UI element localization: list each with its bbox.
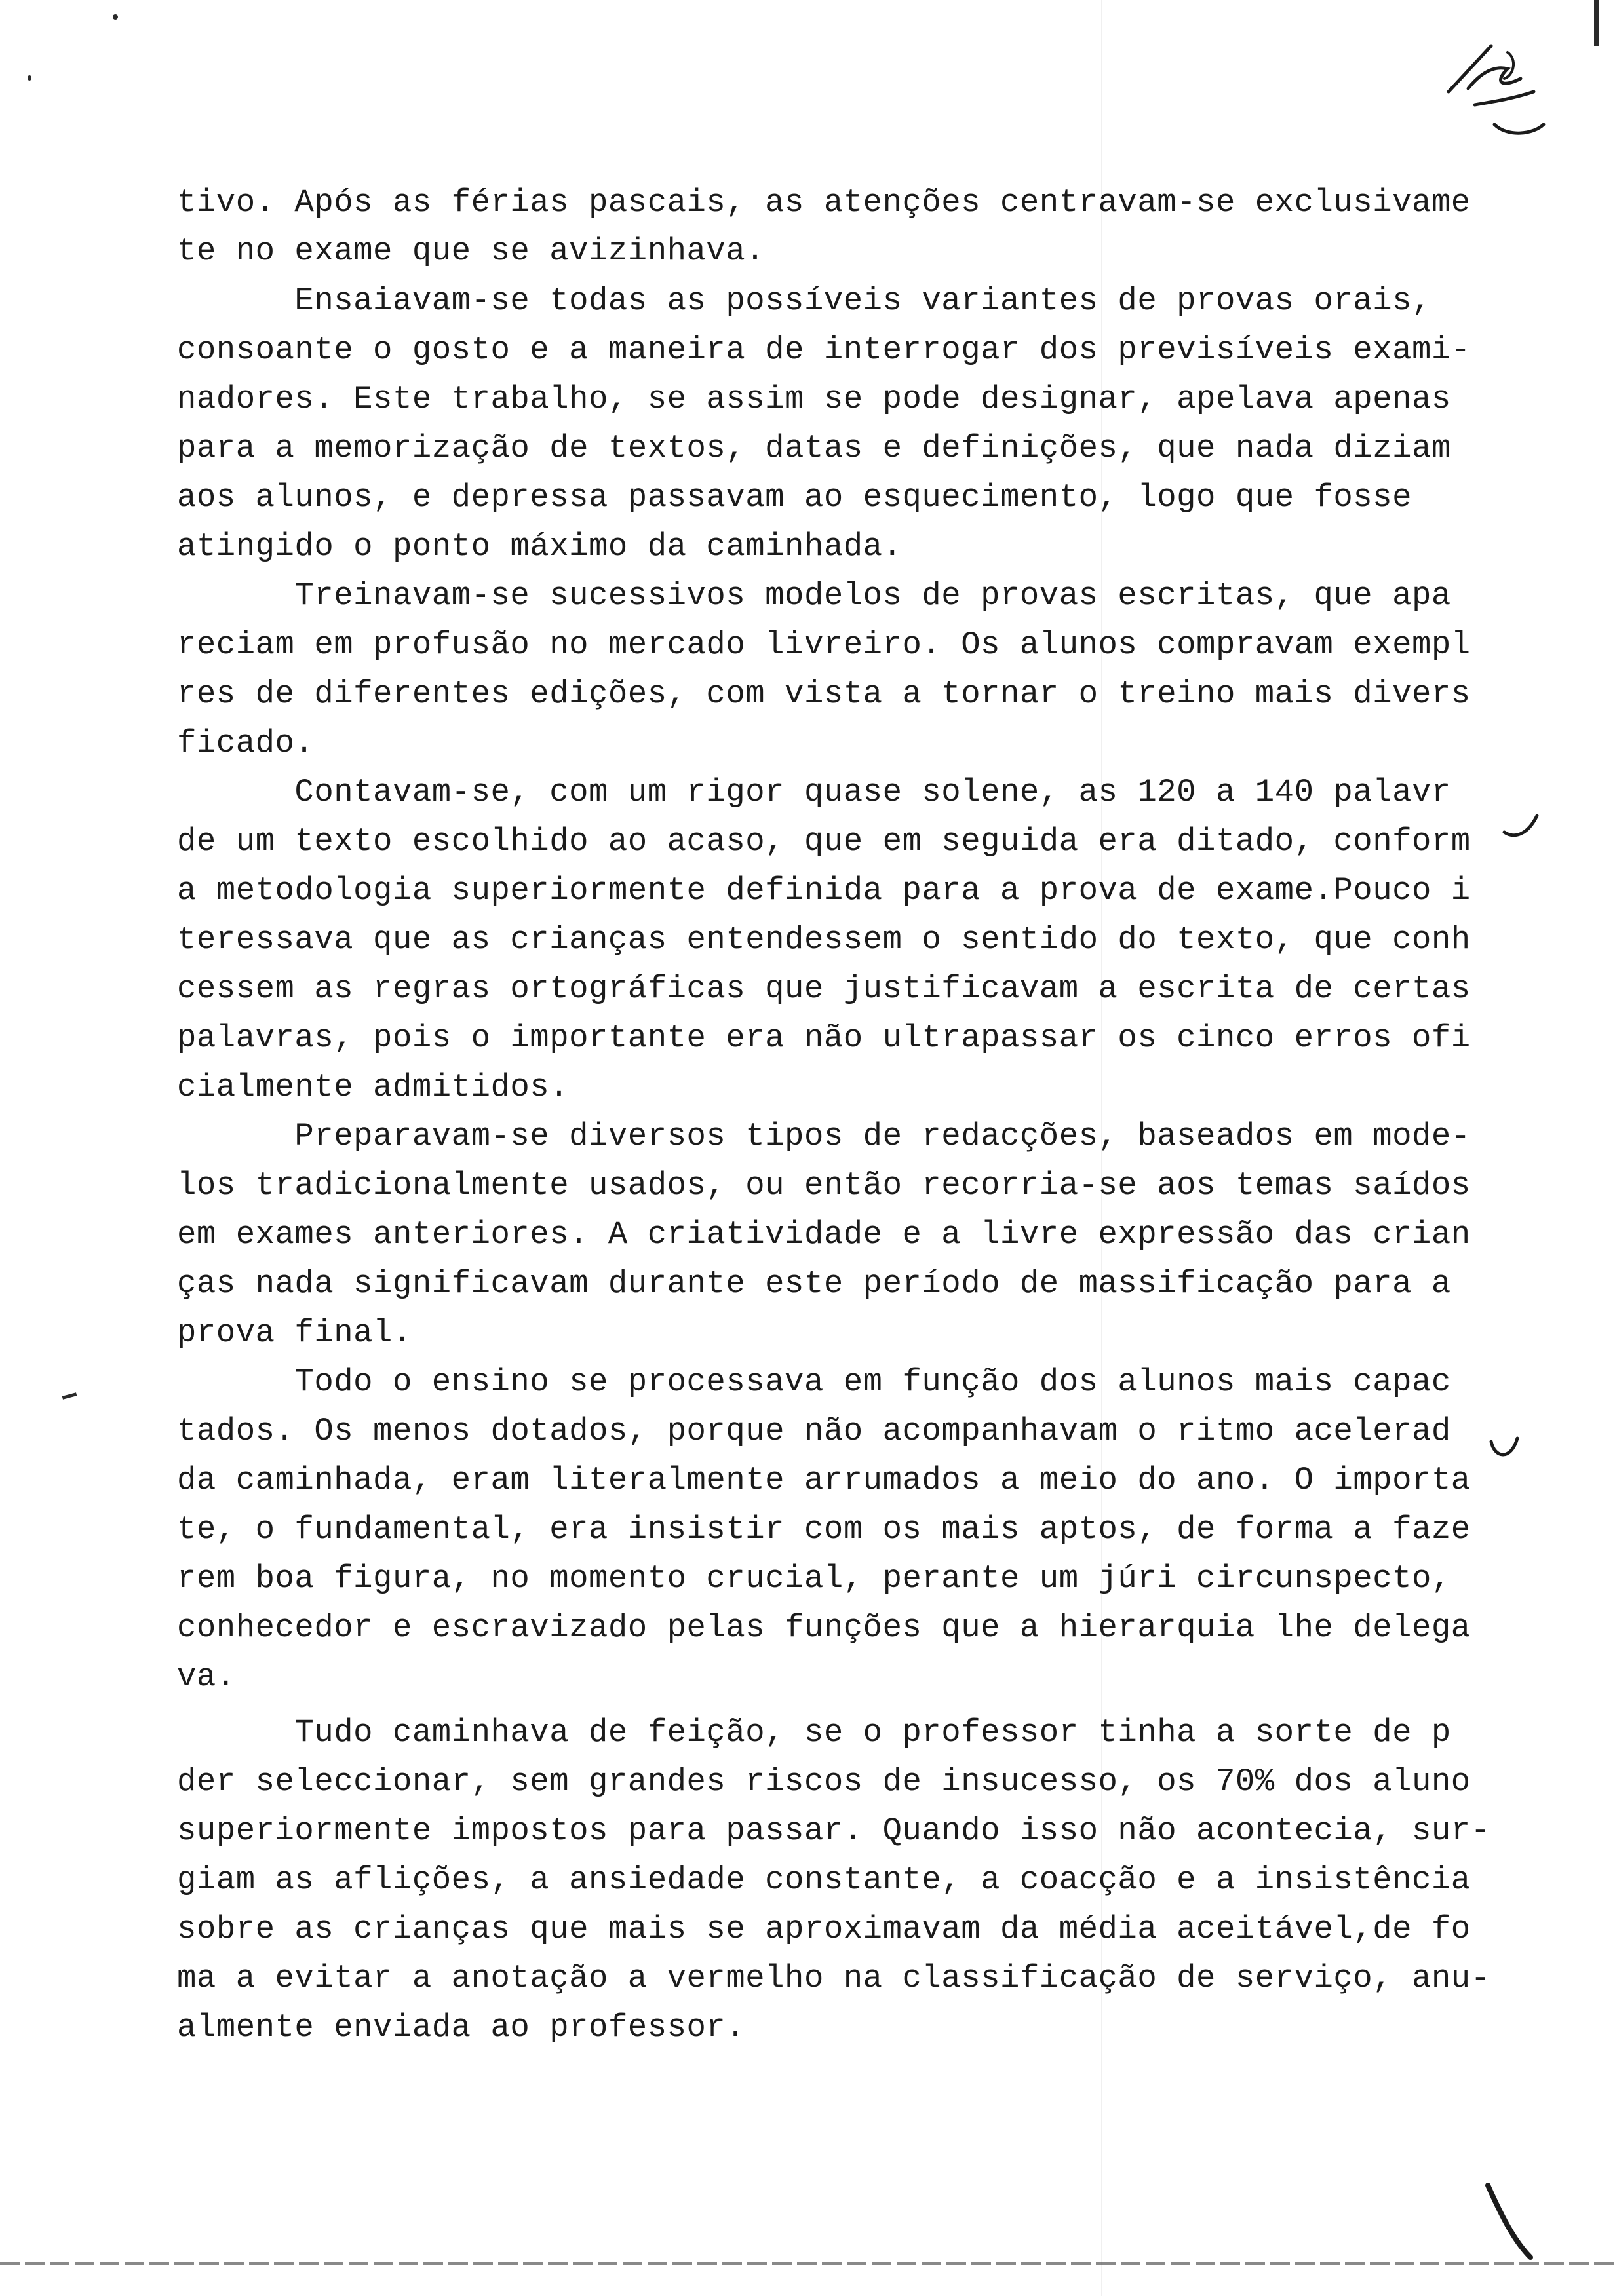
text-line: palavras, pois o importante era não ultrapassar os cinco erros ofi <box>177 1020 1471 1056</box>
text-line: teressava que as crianças entendessem o sentido do texto, que conh <box>177 921 1471 958</box>
text-line: consoante o gosto e a maneira de interrogar dos previsíveis exami- <box>177 332 1471 368</box>
margin-pen-mark <box>1481 2182 1534 2261</box>
text-line: a metodologia superiormente definida para a prova de exame.Pouco i <box>177 872 1471 909</box>
scan-speck <box>113 14 118 20</box>
text-line: sobre as crianças que mais se aproximavam da média aceitável,de fo <box>177 1911 1471 1947</box>
text-line: nadores. Este trabalho, se assim se pode designar, apelava apenas <box>177 381 1451 417</box>
text-line: em exames anteriores. A criatividade e a livre expressão das crian <box>177 1216 1471 1253</box>
text-line: almente enviada ao professor. <box>177 2009 746 2046</box>
text-line: atingido o ponto máximo da caminhada. <box>177 528 903 565</box>
scan-bottom-edge <box>0 2262 1615 2265</box>
text-line: prova final. <box>177 1314 412 1351</box>
text-line: giam as aflições, a ansiedade constante, a coacção e a insistência <box>177 1862 1471 1898</box>
text-line: superiormente impostos para passar. Quando isso não acontecia, sur- <box>177 1812 1490 1849</box>
text-line: Contavam-se, com um rigor quase solene, as 120 a 140 palavr <box>177 774 1451 811</box>
text-line: tivo. Após as férias pascais, as atenções centravam-se exclusivame <box>177 184 1471 221</box>
text-line: ma a evitar a anotação a vermelho na classificação de serviço, anu- <box>177 1960 1490 1997</box>
margin-pen-mark <box>1501 813 1540 845</box>
text-line: Tudo caminhava de feição, se o professor tinha a sorte de p <box>177 1714 1451 1751</box>
text-line: rem boa figura, no momento crucial, perante um júri circunspecto, <box>177 1560 1451 1597</box>
text-line: ças nada significavam durante este período de massificação para a <box>177 1265 1451 1302</box>
margin-pen-mark <box>1485 1428 1524 1468</box>
text-line: Treinavam-se sucessivos modelos de provas escritas, que apa <box>177 577 1451 614</box>
text-line: te no exame que se avizinhava. <box>177 233 766 269</box>
text-line: tados. Os menos dotados, porque não acompanhavam o ritmo acelerad <box>177 1413 1451 1449</box>
text-line: los tradicionalmente usados, ou então recorria-se aos temas saídos <box>177 1167 1471 1204</box>
text-line: cessem as regras ortográficas que justificavam a escrita de certas <box>177 970 1471 1007</box>
scan-speck <box>62 1392 77 1400</box>
text-line: res de diferentes edições, com vista a tornar o treino mais divers <box>177 676 1471 712</box>
text-line: para a memorização de textos, datas e definições, que nada diziam <box>177 430 1451 467</box>
text-line: de um texto escolhido ao acaso, que em seguida era ditado, conform <box>177 823 1471 860</box>
text-line: cialmente admitidos. <box>177 1069 570 1105</box>
text-line: Ensaiavam-se todas as possíveis variantes de provas orais, <box>177 282 1431 319</box>
text-line: der seleccionar, sem grandes riscos de insucesso, os 70% dos aluno <box>177 1763 1471 1800</box>
text-line: reciam em profusão no mercado livreiro. Os alunos compravam exempl <box>177 626 1471 663</box>
scan-speck <box>28 75 31 81</box>
text-line: Preparavam-se diversos tipos de redacções, baseados em mode- <box>177 1118 1471 1155</box>
text-line: va. <box>177 1658 236 1695</box>
text-line: Todo o ensino se processava em função dos alunos mais capac <box>177 1364 1451 1400</box>
text-line: aos alunos, e depressa passavam ao esquecimento, logo que fosse <box>177 479 1412 516</box>
text-line: te, o fundamental, era insistir com os mais aptos, de forma a faze <box>177 1511 1471 1548</box>
handwritten-signature <box>1429 26 1560 144</box>
scan-edge-mark <box>1594 0 1599 46</box>
text-line: ficado. <box>177 725 315 761</box>
text-line: conhecedor e escravizado pelas funções que a hierarquia lhe delega <box>177 1609 1471 1646</box>
text-line: da caminhada, eram literalmente arrumados a meio do ano. O importa <box>177 1462 1471 1499</box>
